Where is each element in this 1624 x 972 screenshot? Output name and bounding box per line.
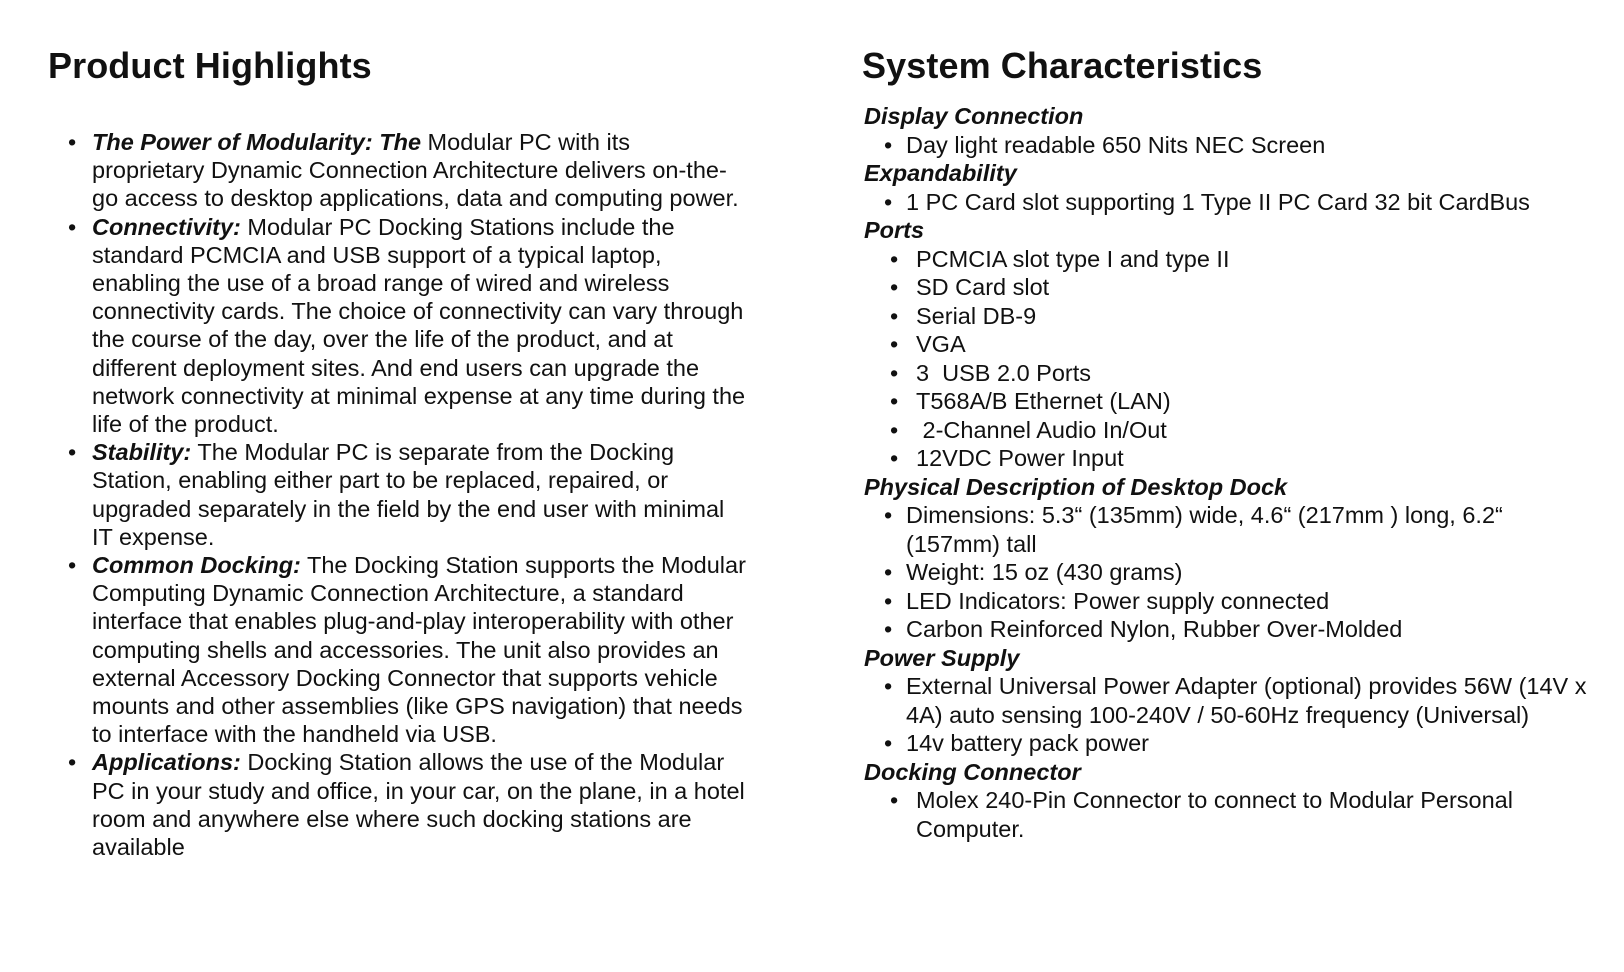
- highlight-item-applications: [48, 748, 748, 861]
- highlight-text: The Modular PC is separate from the Docking Station, enabling either part to be replaced, repaired, or upgraded separately in the field by the end user with minimal IT expense.: [92, 439, 725, 550]
- highlight-text: Modular PC Docking Stations include the standard PCMCIA and USB support of a typical laptop, enabling the use of a broad range of wired and wireless connectivity cards. The choice of connectivity can vary through the course of the day, over the life of the product, and at different deployment sites. And end users can upgrade the network connectivity at minimal expense at any time during the life of the product.: [92, 213, 746, 438]
- spec-item: [862, 587, 1602, 616]
- section-heading-expandability: Expandability: [864, 160, 1017, 186]
- bullet-icon: •: [890, 359, 899, 386]
- bullet-icon: •: [884, 188, 893, 215]
- section-heading-display: Display Connection: [864, 103, 1084, 129]
- spec-text: VGA: [916, 331, 966, 357]
- spec-item: [862, 615, 1602, 644]
- highlight-lead: The Power of Modularity: The: [92, 129, 422, 155]
- spec-text: 2-Channel Audio In/Out: [916, 416, 1167, 443]
- spec-text: 14v battery pack power: [906, 730, 1149, 756]
- bullet-icon: •: [68, 439, 77, 466]
- spec-text: PCMCIA slot type I and type II: [916, 245, 1230, 272]
- expandability-list: [862, 188, 1602, 217]
- bullet-icon: •: [884, 131, 893, 158]
- physical-list: [862, 501, 1602, 644]
- spec-item: [862, 729, 1602, 758]
- bullet-icon: •: [890, 331, 899, 357]
- highlight-item-connectivity: [48, 213, 748, 439]
- spec-text: Day light readable 650 Nits NEC Screen: [906, 131, 1326, 158]
- highlight-lead: Connectivity:: [92, 213, 241, 240]
- spec-text: SD Card slot: [916, 274, 1050, 300]
- bullet-icon: •: [68, 213, 77, 240]
- bullet-icon: •: [68, 749, 77, 776]
- bullet-icon: •: [884, 673, 893, 699]
- highlight-lead: Applications:: [92, 749, 241, 776]
- highlights-list: [48, 128, 748, 861]
- spec-text: External Universal Power Adapter (optional) provides 56W (14V x 4A) auto sensing 100-240V / 50-60Hz frequency (Universal): [906, 673, 1587, 728]
- highlight-item-common-docking: [48, 551, 748, 748]
- bullet-icon: •: [884, 616, 893, 642]
- highlight-lead: Stability:: [92, 439, 192, 466]
- bullet-icon: •: [68, 552, 77, 579]
- power-list: [862, 672, 1602, 758]
- spec-item: [862, 359, 1602, 388]
- bullet-icon: •: [890, 274, 899, 300]
- product-highlights-title: Product Highlights: [48, 45, 372, 86]
- spec-text: Dimensions: 5.3“ (135mm) wide, 4.6“ (217mm ) long, 6.2“ (157mm) tall: [906, 502, 1503, 557]
- bullet-icon: •: [884, 587, 893, 614]
- bullet-icon: •: [890, 302, 899, 329]
- spec-text: Molex 240-Pin Connector to connect to Modular Personal Computer.: [916, 787, 1513, 842]
- spec-item: [862, 558, 1602, 587]
- spec-text: Serial DB-9: [916, 302, 1037, 329]
- spec-item: [862, 188, 1602, 217]
- system-characteristics-title: System Characteristics: [862, 45, 1263, 86]
- spec-text: 3 USB 2.0 Ports: [916, 359, 1092, 386]
- display-list: [862, 131, 1602, 160]
- spec-item: [862, 387, 1602, 416]
- spec-item: [862, 672, 1602, 729]
- highlight-text: Modular PC with its proprietary Dynamic Connection Architecture delivers on-the-go access to desktop applications, data and computing power.: [92, 129, 739, 212]
- section-heading-power: Power Supply: [864, 644, 1020, 671]
- highlight-lead: Common Docking:: [92, 552, 301, 579]
- spec-text: Carbon Reinforced Nylon, Rubber Over-Molded: [906, 616, 1403, 642]
- spec-item: [862, 302, 1602, 331]
- bullet-icon: •: [890, 445, 899, 471]
- highlight-item-stability: [48, 438, 748, 551]
- spec-item: [862, 786, 1602, 843]
- spec-item: [862, 131, 1602, 160]
- spec-text: LED Indicators: Power supply connected: [906, 587, 1330, 614]
- spec-text: 1 PC Card slot supporting 1 Type II PC Card 32 bit CardBus: [906, 188, 1530, 215]
- bullet-icon: •: [890, 787, 899, 813]
- spec-item: [862, 273, 1602, 302]
- bullet-icon: •: [68, 129, 77, 155]
- highlight-text: Docking Station allows the use of the Modular PC in your study and office, in your car, on the plane, in a hotel room and anywhere else where such docking stations are available: [92, 749, 745, 861]
- bullet-icon: •: [890, 388, 899, 414]
- spec-item: [862, 444, 1602, 473]
- bullet-icon: •: [884, 730, 893, 756]
- bullet-icon: •: [884, 559, 893, 585]
- section-heading-ports: Ports: [864, 217, 925, 243]
- highlight-item-modularity: [48, 128, 748, 213]
- product-highlights-column: [48, 44, 748, 861]
- section-heading-docking-connector: Docking Connector: [864, 758, 1081, 785]
- bullet-icon: •: [884, 502, 893, 528]
- spec-item: [862, 245, 1602, 274]
- highlight-text: The Docking Station supports the Modular Computing Dynamic Connection Architecture, a standard interface that enables plug-and-play interoperability with other computing shells and accessories. The unit also provides an external Accessory Docking Connector that supports vehicle mounts and other assemblies (like GPS navigation) that needs to interface with the handheld via USB.: [92, 552, 746, 748]
- section-heading-physical: Physical Description of Desktop Dock: [864, 473, 1288, 500]
- ports-list: [862, 245, 1602, 473]
- spec-item: [862, 501, 1602, 558]
- bullet-icon: •: [890, 245, 899, 272]
- docking-connector-list: [862, 786, 1602, 843]
- spec-item: [862, 416, 1602, 445]
- spec-text: T568A/B Ethernet (LAN): [916, 388, 1171, 414]
- spec-text: 12VDC Power Input: [916, 445, 1124, 471]
- spec-item: [862, 330, 1602, 359]
- bullet-icon: •: [890, 416, 899, 443]
- spec-text: Weight: 15 oz (430 grams): [906, 559, 1183, 585]
- system-characteristics-column: [862, 44, 1602, 843]
